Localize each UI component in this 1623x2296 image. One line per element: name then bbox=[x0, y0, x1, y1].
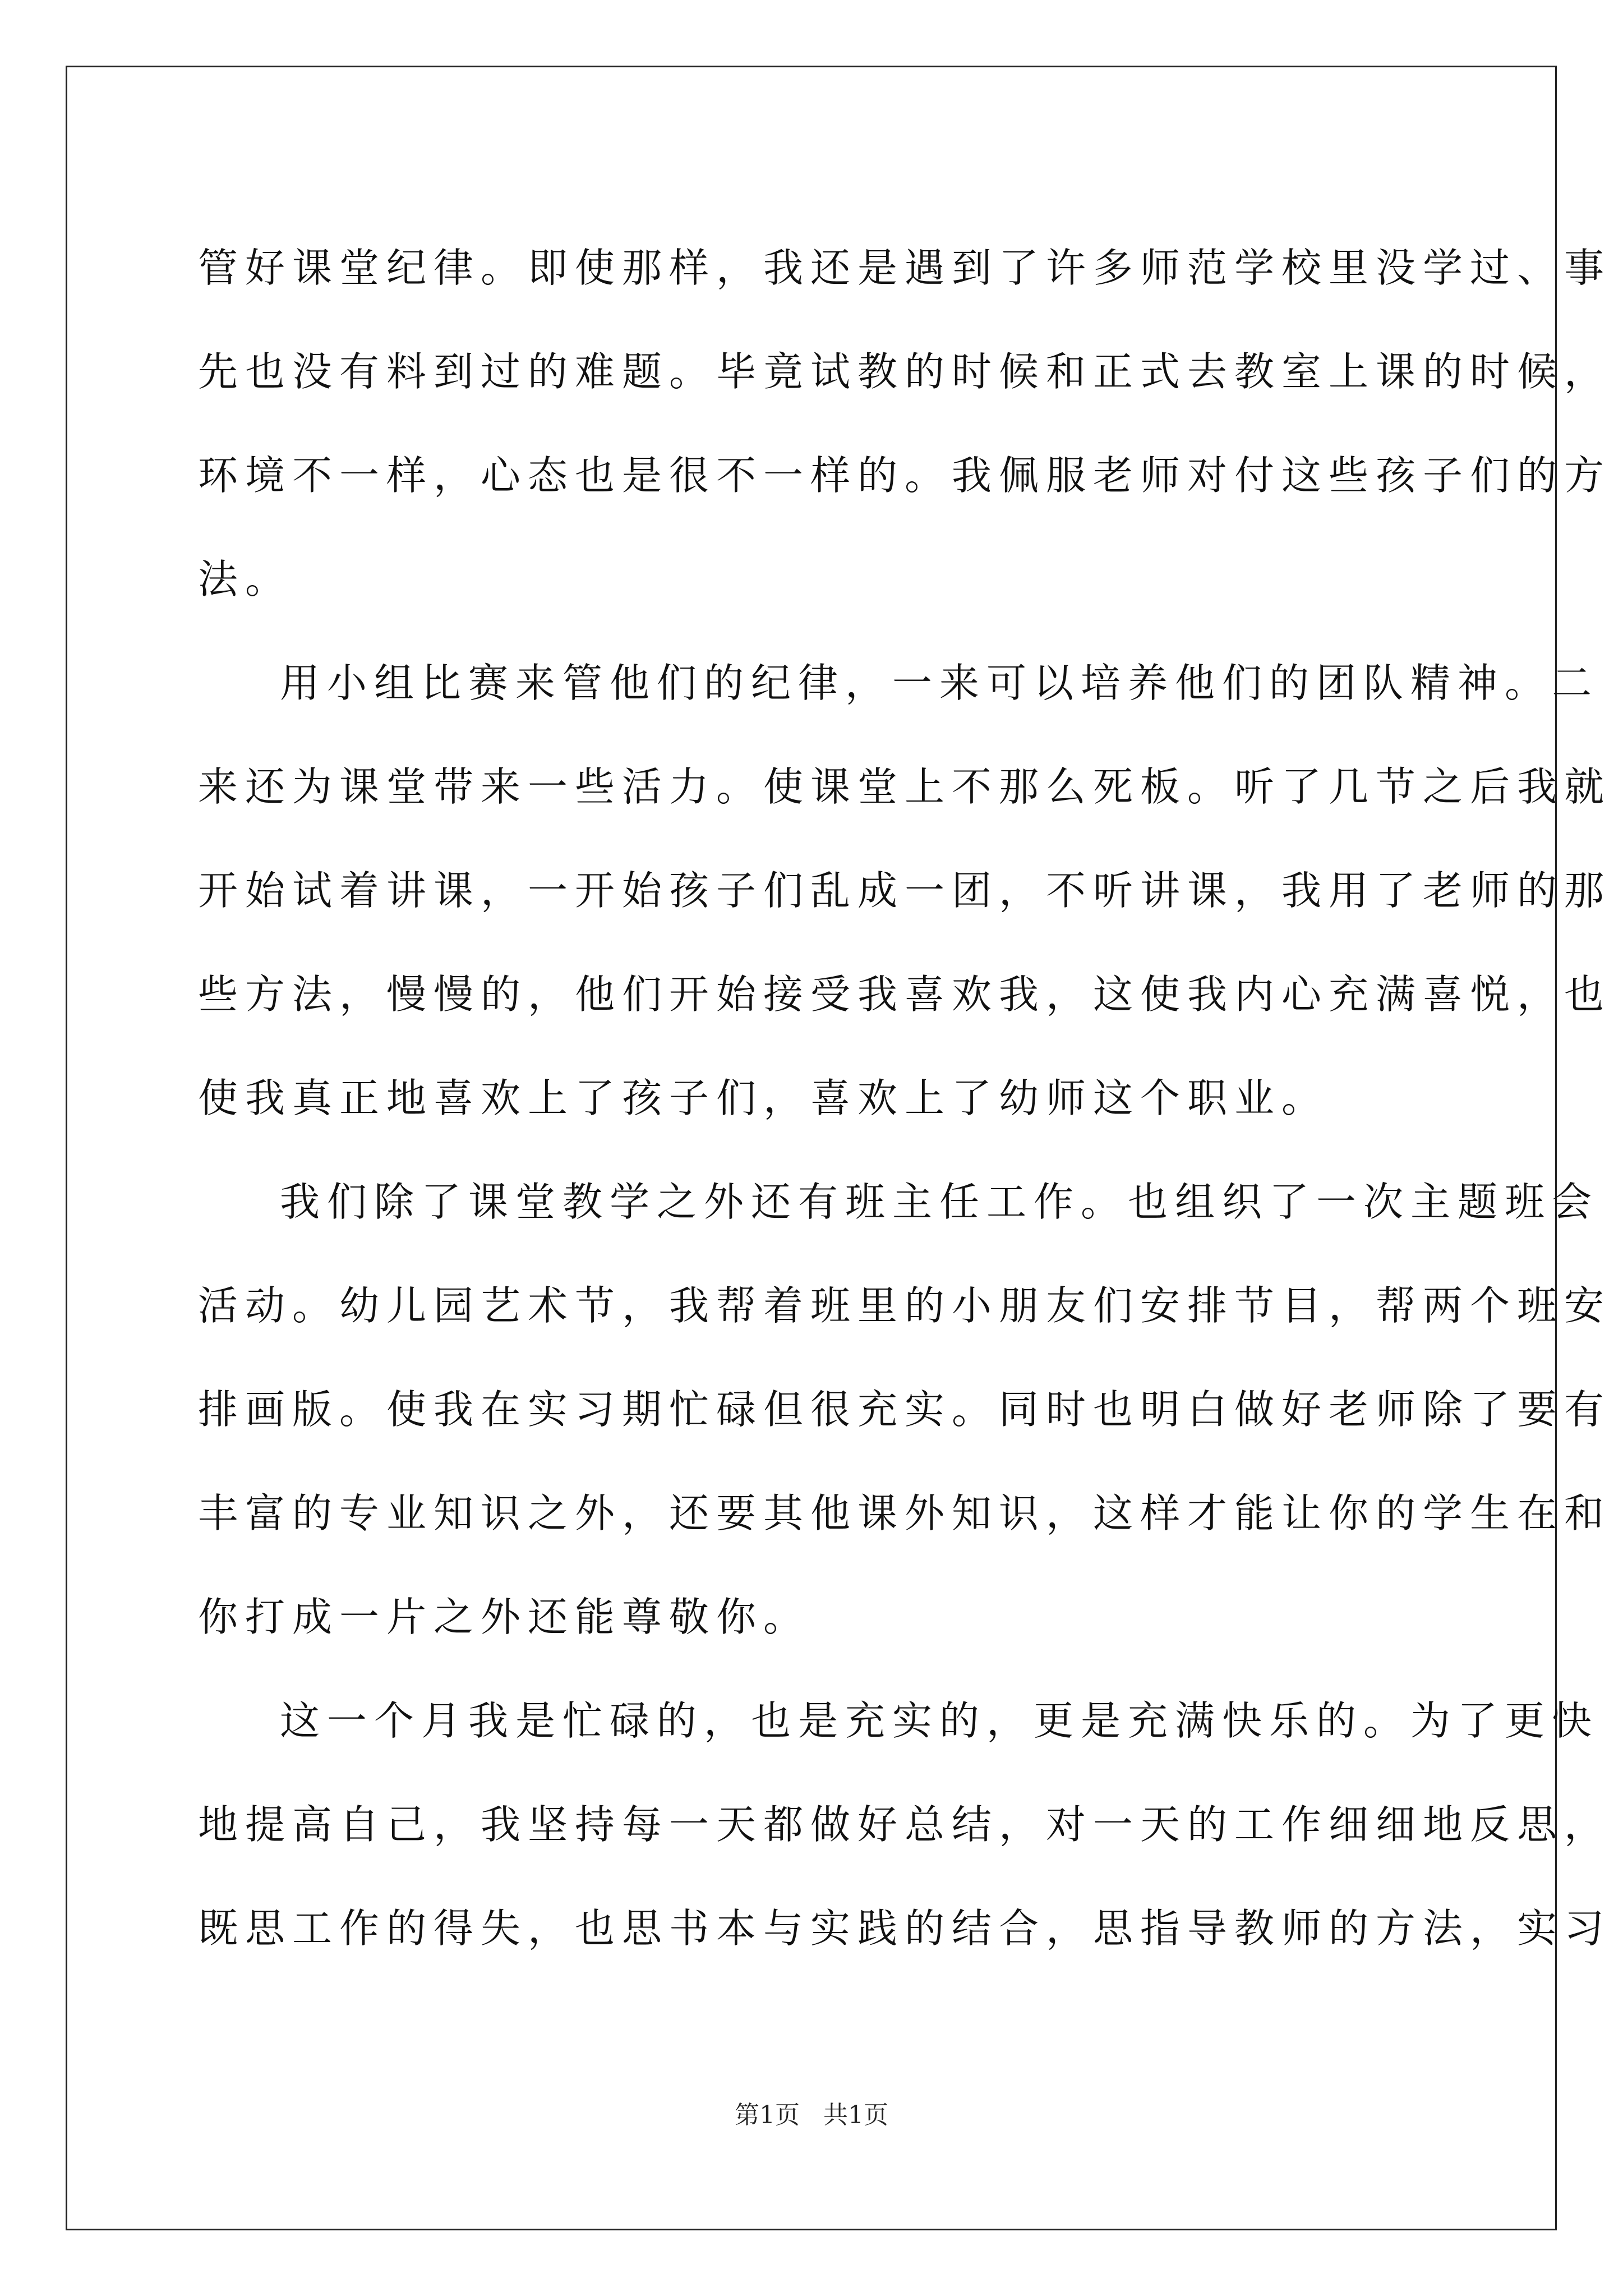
text-line: 丰富的专业知识之外，还要其他课外知识，这样才能让你的学生在和 bbox=[198, 1490, 1612, 1536]
text-line: 这一个月我是忙碌的，也是充实的，更是充满快乐的。为了更快 bbox=[280, 1697, 1599, 1744]
text-line: 地提高自己，我坚持每一天都做好总结，对一天的工作细细地反思， bbox=[198, 1801, 1612, 1848]
text-line: 我们除了课堂教学之外还有班主任工作。也组织了一次主题班会 bbox=[280, 1179, 1599, 1225]
text-line: 些方法，慢慢的，他们开始接受我喜欢我，这使我内心充满喜悦，也 bbox=[198, 971, 1612, 1018]
text-line: 法。 bbox=[198, 556, 293, 602]
text-line: 用小组比赛来管他们的纪律，一来可以培养他们的团队精神。二 bbox=[280, 660, 1599, 706]
text-line: 环境不一样，心态也是很不一样的。我佩服老师对付这些孩子们的方 bbox=[198, 452, 1612, 499]
text-line: 先也没有料到过的难题。毕竟试教的时候和正式去教室上课的时候， bbox=[198, 348, 1612, 395]
text-line: 你打成一片之外还能尊敬你。 bbox=[198, 1594, 811, 1640]
text-line: 来还为课堂带来一些活力。使课堂上不那么死板。听了几节之后我就 bbox=[198, 763, 1612, 810]
text-line: 管好课堂纪律。即使那样，我还是遇到了许多师范学校里没学过、事 bbox=[198, 245, 1612, 291]
text-line: 活动。幼儿园艺术节，我帮着班里的小朋友们安排节目，帮两个班安 bbox=[198, 1282, 1612, 1329]
text-line: 既思工作的得失，也思书本与实践的结合，思指导教师的方法，实习 bbox=[198, 1905, 1612, 1952]
paragraph-2 bbox=[198, 631, 1612, 1150]
text-line: 排画版。使我在实习期忙碌但很充实。同时也明白做好老师除了要有 bbox=[198, 1386, 1612, 1433]
document-body bbox=[198, 216, 1612, 1980]
page-footer: 第1页 共1页 bbox=[735, 2101, 888, 2129]
text-line: 开始试着讲课，一开始孩子们乱成一团，不听讲课，我用了老师的那 bbox=[198, 867, 1612, 914]
paragraph-4 bbox=[198, 1669, 1612, 1980]
text-line: 使我真正地喜欢上了孩子们，喜欢上了幼师这个职业。 bbox=[198, 1075, 1329, 1121]
paragraph-3 bbox=[198, 1150, 1612, 1669]
paragraph-1 bbox=[198, 216, 1612, 631]
